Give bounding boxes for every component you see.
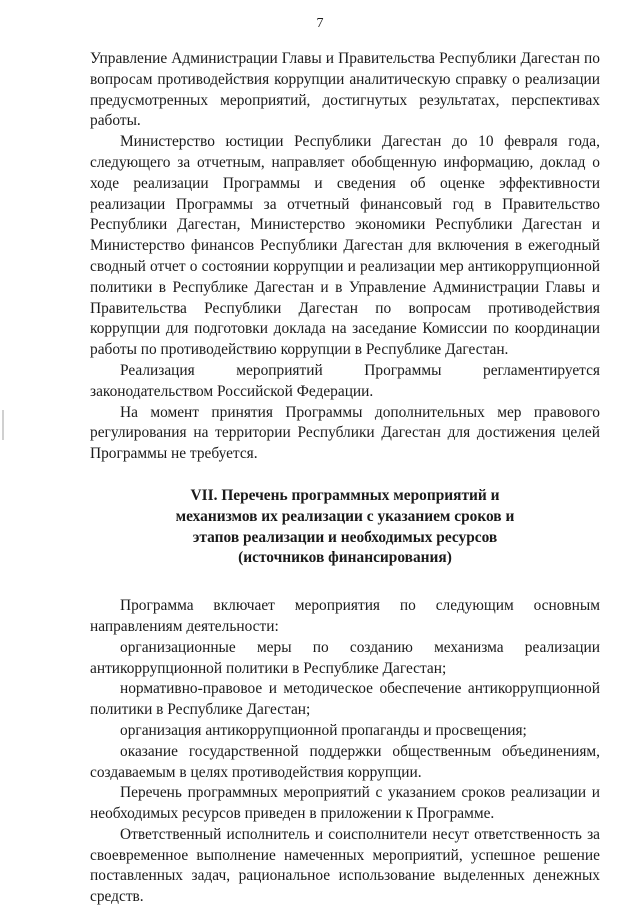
section-heading bbox=[90, 486, 600, 569]
section-heading-line: VII. Перечень программных мероприятий и bbox=[190, 486, 500, 504]
paragraph-measures-list: Перечень программных мероприятий с указанием сроков реализации и необходимых ресурсов приведен в приложении к Программе. bbox=[90, 784, 600, 823]
list-item: организация антикоррупционной пропаганды и просвещения; bbox=[120, 721, 527, 739]
list-item: нормативно-правовое и методическое обеспечение антикоррупционной политики в Республике Дагестан; bbox=[90, 680, 600, 719]
document-body bbox=[90, 49, 600, 908]
section-heading-line: механизмов их реализации с указанием сроков и bbox=[175, 507, 515, 525]
paragraph-responsibility: Ответственный исполнитель и соисполнители несут ответственность за своевременное выполнение намеченных мероприятий, успешное решение поставленных задач, рациональное использование выделенных денежных средств. bbox=[90, 825, 600, 906]
list-item: оказание государственной поддержки общественным объединениям, создаваемым в целях противодействия коррупции. bbox=[90, 742, 600, 781]
paragraph-ministry-of-justice: Министерство юстиции Республики Дагестан до 10 февраля года, следующего за отчетным, направляет обобщенную информацию, доклад о ходе реализации Программы и сведения об оценке эффективности реализации Программы за отчетный финансовый год в Правительство Республики Дагестан, Министерство экономики Республики Дагестан и Министерство финансов Республики Дагестан для включения в ежегодный сводный отчет о состоянии коррупции и реализации мер антикоррупционной политики в Республике Дагестан и в Управление Администрации Главы и Правительства Республики Дагестан по вопросам противодействия коррупции для подготовки доклада на заседание Комиссии по координации работы по противодействию коррупции в Республике Дагестан. bbox=[90, 133, 600, 359]
paragraph-program-intro: Программа включает мероприятия по следующим основным направлениям деятельности: bbox=[90, 597, 600, 635]
paragraph-no-additional-measures: На момент принятия Программы дополнительных мер правового регулирования на территории Республики Дагестан для достижения целей Программы не требуется. bbox=[90, 403, 600, 463]
section-heading-line: этапов реализации и необходимых ресурсов bbox=[192, 528, 498, 546]
page-number: 7 bbox=[316, 16, 324, 31]
list-item: организационные меры по созданию механизма реализации антикоррупционной политики в Республике Дагестан; bbox=[90, 638, 600, 677]
section-heading-line: (источников финансирования) bbox=[238, 549, 452, 567]
paragraph-regulation: Реализация мероприятий Программы регламентируется законодательством Российской Федерации. bbox=[90, 361, 600, 400]
scan-edge-mark bbox=[2, 410, 4, 440]
paragraph-report-to-administration: Управление Администрации Главы и Правительства Республики Дагестан по вопросам противодействия коррупции аналитическую справку о реализации предусмотренных мероприятий, достигнутых результатах, перспективах работы. bbox=[90, 50, 600, 130]
